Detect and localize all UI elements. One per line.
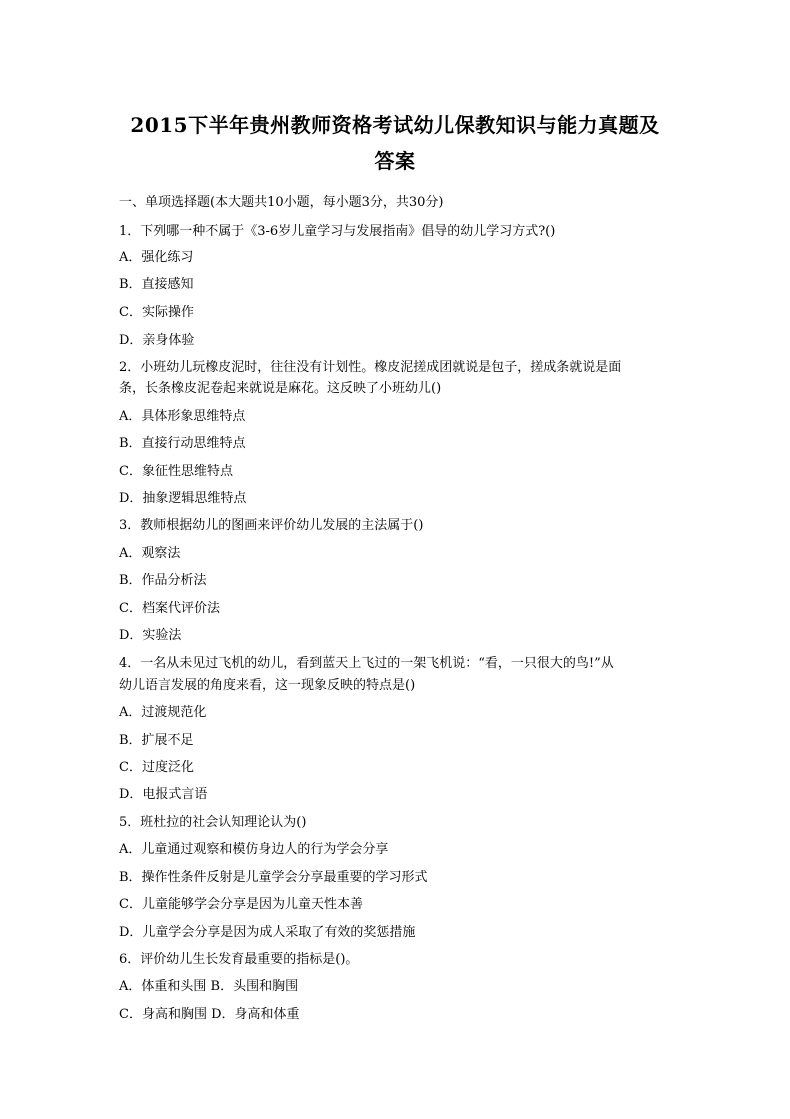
question-2-option-c: C．象征性思维特点: [119, 464, 233, 479]
question-5-option-d: D．儿童学会分享是因为成人采取了有效的奖惩措施: [119, 925, 416, 940]
question-6-options-ab: A．体重和头围 B．头围和胸围: [119, 979, 299, 994]
question-3-option-c: C．档案代评价法: [119, 601, 220, 616]
question-1-stem: 1．下列哪一种不属于《3-6岁儿童学习与发展指南》倡导的幼儿学习方式?(): [119, 224, 556, 239]
document-title-line1: 2015下半年贵州教师资格考试幼儿保教知识与能力真题及: [130, 113, 660, 137]
question-2-stem-line2: 条，长条橡皮泥卷起来就说是麻花。这反映了小班幼儿(): [119, 381, 442, 396]
question-4-option-d: D．电报式言语: [119, 787, 208, 802]
question-4-stem-line2: 幼儿语言发展的角度来看，这一现象反映的特点是(): [119, 678, 416, 693]
question-3-option-a: A．观察法: [119, 546, 181, 561]
question-4-option-c: C．过度泛化: [119, 760, 194, 775]
question-1-option-b: B．直接感知: [119, 277, 194, 292]
question-4-option-b: B．扩展不足: [119, 733, 194, 748]
question-2-option-d: D．抽象逻辑思维特点: [119, 491, 247, 506]
question-6-stem: 6．评价幼儿生长发育最重要的指标是()。: [119, 952, 359, 967]
question-4-option-a: A．过渡规范化: [119, 705, 207, 720]
question-2-option-a: A．具体形象思维特点: [119, 409, 246, 424]
question-4-stem-line1: 4．一名从未见过飞机的幼儿，看到蓝天上飞过的一架飞机说：“看，一只很大的鸟!”从: [119, 656, 614, 671]
question-5-option-a: A．儿童通过观察和模仿身边人的行为学会分享: [119, 842, 389, 857]
question-3-stem: 3．教师根据幼儿的图画来评价幼儿发展的主法属于(): [119, 518, 424, 533]
question-1-option-c: C．实际操作: [119, 305, 194, 320]
section-heading: 一、单项选择题(本大题共10小题，每小题3分，共30分): [119, 195, 444, 210]
question-1-option-a: A．强化练习: [119, 250, 194, 265]
question-3-option-b: B．作品分析法: [119, 573, 207, 588]
question-5-stem: 5．班杜拉的社会认知理论认为(): [119, 815, 307, 830]
question-2-option-b: B．直接行动思维特点: [119, 436, 246, 451]
question-5-option-c: C．儿童能够学会分享是因为儿童天性本善: [119, 897, 363, 912]
document-title-line2: 答案: [374, 149, 416, 173]
question-1-option-d: D．亲身体验: [119, 333, 195, 348]
question-5-option-b: B．操作性条件反射是儿童学会分享最重要的学习形式: [119, 870, 428, 885]
question-6-options-cd: C．身高和胸围 D．身高和体重: [119, 1007, 300, 1022]
question-3-option-d: D．实验法: [119, 628, 182, 643]
question-2-stem-line1: 2．小班幼儿玩橡皮泥时，往往没有计划性。橡皮泥搓成团就说是包子，搓成条就说是面: [119, 360, 622, 375]
